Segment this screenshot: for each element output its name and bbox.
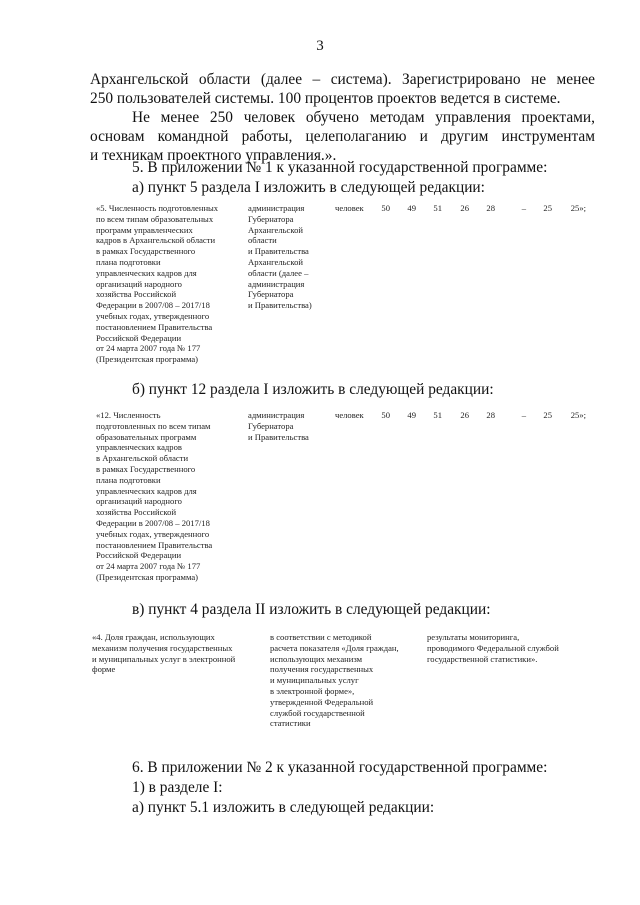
- item-5-sub-c: в) пункт 4 раздела II изложить в следующей редакции:: [132, 601, 491, 618]
- intro-paragraph: [90, 70, 595, 108]
- value-cell: 25: [543, 203, 552, 213]
- value-cell: 50: [381, 203, 390, 213]
- value-cell: 26: [460, 410, 469, 420]
- item-5-sub-a: а) пункт 5 раздела I изложить в следующей редакции:: [132, 179, 485, 196]
- item-5-heading: 5. В приложении № 1 к указанной государственной программе:: [132, 159, 548, 176]
- indicator-name: «12. Численность подготовленных по всем типам образовательных программ управленческих кадров в Архангельской области в рамках Государственного плана подготовки управленческих кадров для организаций народного хозяйства Российской Федерации в 2007/08 – 2017/18 учебных годах, утвержденного постановлением Правительства Российской Федерации от 24 марта 2007 года № 177 (Президентская программа): [96, 410, 213, 582]
- text-line: 250 пользователей системы. 100 процентов проектов ведется в системе.: [90, 90, 561, 107]
- data-source: результаты мониторинга, проводимого Федеральной службой государственной статистики».: [427, 632, 559, 664]
- value-cell: 51: [433, 203, 442, 213]
- table-row-a: [90, 203, 600, 368]
- value-cell: 25»;: [570, 410, 586, 420]
- executor-name: администрация Губернатора Архангельской области и Правительства Архангельской области (далее – администрация Губернатора и Правительства): [248, 203, 312, 311]
- text-line: основам командной работы, целеполаганию и другим инструментам: [90, 128, 595, 145]
- value-cell: 51: [433, 410, 442, 420]
- value-cell: 26: [460, 203, 469, 213]
- unit-cell: человек: [335, 410, 364, 420]
- value-cell: 25: [543, 410, 552, 420]
- table-row-c: [90, 632, 600, 732]
- item-6-heading: 6. В приложении № 2 к указанной государственной программе:: [132, 759, 548, 776]
- value-cell: 25»;: [570, 203, 586, 213]
- value-cell: 49: [407, 410, 416, 420]
- indicator-name: «4. Доля граждан, использующих механизм получения государственных и муниципальных услуг в электронной форме: [92, 632, 236, 675]
- value-cell: –: [521, 410, 526, 420]
- text-line: Не менее 250 человек обучено методам управления проектами,: [132, 109, 595, 126]
- item-5-sub-b: б) пункт 12 раздела I изложить в следующей редакции:: [132, 381, 494, 398]
- table-row-b: [90, 410, 600, 586]
- training-paragraph: [90, 108, 595, 165]
- text-line: Архангельской области (далее – система). Зарегистрировано не менее: [90, 71, 595, 88]
- calculation-method: в соответствии с методикой расчета показателя «Доля граждан, использующих механизм получения государственных и муниципальных услуг в электронной форме», утвержденной Федеральной службой государственной статистики: [270, 632, 399, 729]
- item-6-sub-1: 1) в разделе I:: [132, 779, 223, 796]
- text-line: и техникам проектного управления.».: [90, 147, 337, 164]
- value-cell: –: [521, 203, 526, 213]
- item-6-sub-a: а) пункт 5.1 изложить в следующей редакции:: [132, 799, 435, 816]
- value-cell: 50: [381, 410, 390, 420]
- page-number: 3: [316, 38, 324, 54]
- executor-name: администрация Губернатора и Правительства: [248, 410, 309, 442]
- unit-cell: человек: [335, 203, 364, 213]
- value-cell: 28: [486, 203, 495, 213]
- value-cell: 49: [407, 203, 416, 213]
- value-cell: 28: [486, 410, 495, 420]
- indicator-name: «5. Численность подготовленных по всем типам образовательных программ управленческих кадров в Архангельской области в рамках Государственного плана подготовки управленческих кадров для организаций народного хозяйства Российской Федерации в 2007/08 – 2017/18 учебных годах, утвержденного постановлением Правительства Российской Федерации от 24 марта 2007 года № 177 (Президентская программа): [96, 203, 219, 365]
